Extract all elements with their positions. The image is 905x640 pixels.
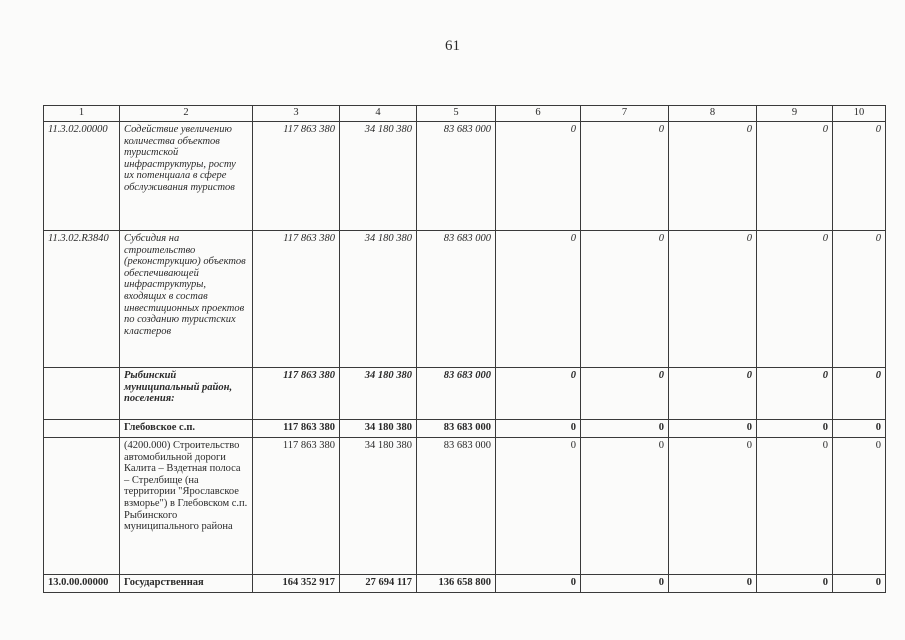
value-cell: 0 [833,122,886,231]
header-cell-1: 1 [44,106,120,122]
value-cell: 0 [496,368,581,420]
value-cell: 0 [496,231,581,368]
value-cell: 117 863 380 [253,122,340,231]
value-cell: 0 [757,231,833,368]
header-cell-2: 2 [120,106,253,122]
page-number: 61 [445,38,460,54]
value-cell: 0 [757,368,833,420]
row-code: 11.3.02.R3840 [44,231,120,368]
row-name: Содействие увеличению количества объектов туристской инфраструктуры, росту их потенциала в сфере обслуживания туристов [120,122,253,231]
row-name: Рыбинский муниципальный район, поселения: [120,368,253,420]
value-cell: 0 [581,420,669,438]
row-code [44,420,120,438]
value-cell: 0 [833,231,886,368]
value-cell: 0 [669,368,757,420]
header-cell-9: 9 [757,106,833,122]
value-cell: 117 863 380 [253,231,340,368]
value-cell: 0 [496,122,581,231]
value-cell: 117 863 380 [253,438,340,575]
row-code [44,438,120,575]
table-row [44,122,886,231]
row-code: 11.3.02.00000 [44,122,120,231]
value-cell: 0 [757,122,833,231]
value-cell: 83 683 000 [417,231,496,368]
budget-table [43,105,886,593]
table-row [44,231,886,368]
value-cell: 136 658 800 [417,575,496,593]
value-cell: 0 [669,575,757,593]
value-cell: 0 [669,438,757,575]
value-cell: 0 [833,575,886,593]
value-cell: 0 [669,420,757,438]
value-cell: 0 [833,438,886,575]
value-cell: 0 [833,420,886,438]
table-row [44,438,886,575]
row-name: Глебовское с.п. [120,420,253,438]
header-cell-7: 7 [581,106,669,122]
value-cell: 117 863 380 [253,368,340,420]
value-cell: 0 [669,122,757,231]
value-cell: 34 180 380 [340,122,417,231]
value-cell: 0 [496,438,581,575]
value-cell: 34 180 380 [340,231,417,368]
value-cell: 34 180 380 [340,368,417,420]
row-name: Субсидия на строительство (реконструкцию) объектов обеспечивающей инфраструктуры, входящих в состав инвестиционных проектов по созданию туристских кластеров [120,231,253,368]
value-cell: 27 694 117 [340,575,417,593]
value-cell: 83 683 000 [417,420,496,438]
value-cell: 0 [833,368,886,420]
value-cell: 117 863 380 [253,420,340,438]
value-cell: 0 [757,575,833,593]
value-cell: 0 [669,231,757,368]
value-cell: 0 [581,438,669,575]
value-cell: 0 [581,122,669,231]
value-cell: 0 [581,368,669,420]
row-code: 13.0.00.00000 [44,575,120,593]
table-row [44,420,886,438]
value-cell: 34 180 380 [340,420,417,438]
row-code [44,368,120,420]
value-cell: 0 [496,420,581,438]
header-cell-4: 4 [340,106,417,122]
header-cell-10: 10 [833,106,886,122]
value-cell: 0 [581,575,669,593]
header-cell-6: 6 [496,106,581,122]
value-cell: 0 [757,420,833,438]
header-row [44,106,886,122]
value-cell: 83 683 000 [417,122,496,231]
value-cell: 83 683 000 [417,368,496,420]
value-cell: 0 [496,575,581,593]
value-cell: 0 [757,438,833,575]
row-name: (4200.000) Строительство автомобильной дороги Калита – Вздетная полоса – Стрелбище (на территории "Ярославское взморье") в Глебовском с.п. Рыбинского муниципального района [120,438,253,575]
header-cell-5: 5 [417,106,496,122]
value-cell: 83 683 000 [417,438,496,575]
header-cell-8: 8 [669,106,757,122]
value-cell: 34 180 380 [340,438,417,575]
table-row [44,368,886,420]
value-cell: 164 352 917 [253,575,340,593]
row-name: Государственная [120,575,253,593]
table-row [44,575,886,593]
value-cell: 0 [581,231,669,368]
header-cell-3: 3 [253,106,340,122]
